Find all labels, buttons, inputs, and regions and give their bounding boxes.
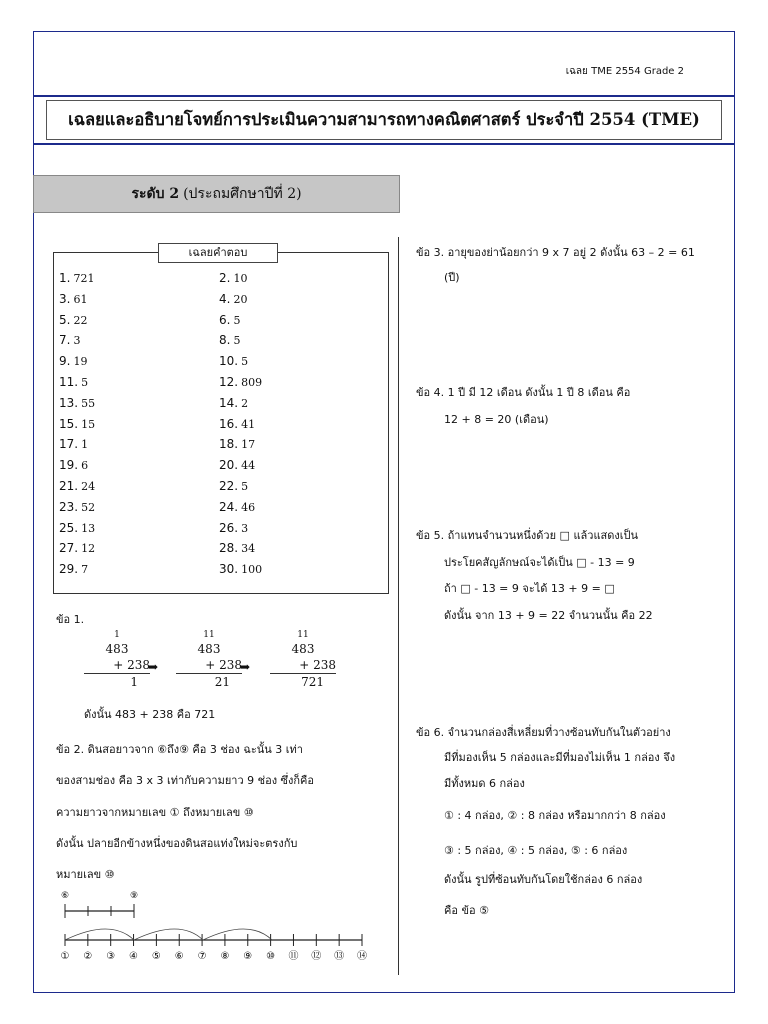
small-ruler-end-label: ⑨ <box>129 891 139 901</box>
jump-arc-1 <box>65 929 134 940</box>
answer-value: 809 <box>241 376 263 389</box>
ruler-label: ③ <box>106 951 116 962</box>
answer-item <box>219 271 247 285</box>
q6-line-7: คือ ข้อ ⑤ <box>444 904 489 917</box>
answer-value: 5 <box>233 334 241 348</box>
answer-item <box>59 313 87 327</box>
q1-conclusion: ดังนั้น 483 + 238 คือ 721 <box>84 708 216 721</box>
answer-item <box>219 333 240 347</box>
q6-line-4: ① : 4 กล่อง, ② : 8 กล่อง หรือมากกว่า 8 กล่อง <box>444 809 666 822</box>
answer-item <box>59 458 88 472</box>
sum-result: 21 <box>214 675 230 689</box>
answer-item <box>59 437 88 451</box>
answer-value: 100 <box>241 563 263 577</box>
answer-number: 17. <box>59 437 79 452</box>
q2-line-5: หมายเลข ⑩ <box>56 868 115 881</box>
answer-number: 25. <box>59 520 79 535</box>
answer-item <box>219 313 240 327</box>
answer-item <box>219 396 248 410</box>
q5-line-3: ถ้า □ - 13 = 9 จะได้ 13 + 9 = □ <box>444 582 615 595</box>
step-arrow: ➡ <box>240 660 251 674</box>
answer-value: 3 <box>241 521 249 535</box>
sum-result: 721 <box>301 675 324 689</box>
answer-value: 61 <box>73 292 88 306</box>
carry-digits: 11 <box>203 630 215 640</box>
answer-number: 24. <box>219 499 239 514</box>
answer-value: 5 <box>241 355 249 369</box>
ruler-label: ⑤ <box>151 951 161 962</box>
jump-arc-2 <box>134 929 203 940</box>
answer-item <box>59 562 88 576</box>
ruler-label: ⑭ <box>357 951 367 962</box>
ruler-label: ④ <box>129 951 139 962</box>
answer-value: 24 <box>81 480 96 493</box>
answer-value: 55 <box>81 396 96 410</box>
answer-number: 30. <box>219 562 239 577</box>
answer-number: 23. <box>59 499 79 514</box>
q6-line-3: มีทั้งหมด 6 กล่อง <box>444 777 525 790</box>
addition-step <box>270 630 336 690</box>
q2-ruler-diagram <box>50 888 380 963</box>
answer-item <box>219 562 262 576</box>
answer-number: 11. <box>59 375 79 389</box>
q4-line-2: 12 + 8 = 20 (เดือน) <box>444 413 549 426</box>
ruler-label: ⑦ <box>197 951 207 962</box>
answer-value: 5 <box>241 480 249 493</box>
addition-step <box>176 630 242 690</box>
answer-value: 41 <box>241 417 256 431</box>
answer-value: 7 <box>81 563 89 577</box>
addend-top: 483 <box>291 642 315 656</box>
header-note: เฉลย TME 2554 Grade 2 <box>565 66 684 77</box>
answer-item <box>219 521 248 535</box>
q3-line-1: ข้อ 3. อายุของย่าน้อยกว่า 9 x 7 อยู่ 2 ดังนั้น 63 – 2 = 61 <box>416 246 695 259</box>
answer-item <box>59 521 95 535</box>
answer-item <box>219 292 247 306</box>
answer-value: 19 <box>73 355 88 369</box>
answer-number: 28. <box>219 541 239 556</box>
page-title: เฉลยและอธิบายโจทย์การประเมินความสามารถทางคณิตศาสตร์ ประจำปี 2554 (TME) <box>46 100 722 140</box>
answer-value: 5 <box>81 376 89 389</box>
addend-top: 483 <box>197 642 221 656</box>
column-divider <box>398 237 399 975</box>
answer-item <box>59 271 94 285</box>
answer-number: 3. <box>59 291 71 306</box>
answer-number: 13. <box>59 395 79 410</box>
answer-item <box>59 333 80 347</box>
answer-item <box>59 500 95 514</box>
answer-number: 18. <box>219 437 239 452</box>
ruler-label: ⑥ <box>174 951 184 962</box>
answer-number: 6. <box>219 312 231 327</box>
jump-arc-3 <box>203 929 272 940</box>
q2-line-2: ของสามช่อง คือ 3 x 3 เท่ากับความยาว 9 ช่อง ซึ่งก็คือ <box>56 774 315 787</box>
answer-value: 44 <box>241 459 256 473</box>
answer-number: 29. <box>59 562 79 577</box>
answer-number: 21. <box>59 479 79 493</box>
ruler-label: ⑧ <box>220 951 230 962</box>
answer-number: 5. <box>59 312 71 327</box>
answer-number: 2. <box>219 271 231 285</box>
answer-item <box>59 354 87 368</box>
level-label: ระดับ 2 <box>131 186 180 202</box>
answer-item <box>59 417 95 431</box>
answer-number: 14. <box>219 395 239 410</box>
carry-digits: 11 <box>297 630 309 640</box>
answer-value: 34 <box>241 542 256 556</box>
q4-line-1: ข้อ 4. 1 ปี มี 12 เดือน ดังนั้น 1 ปี 8 เดือน คือ <box>416 386 631 399</box>
level-banner <box>33 175 400 213</box>
answer-item <box>219 479 248 493</box>
q5-line-2: ประโยคสัญลักษณ์จะได้เป็น □ - 13 = 9 <box>444 556 635 569</box>
q2-line-1: ข้อ 2. ดินสอยาวจาก ⑥ถึง⑨ คือ 3 ช่อง ฉะนั้น 3 เท่า <box>56 743 303 756</box>
answer-key-title: เฉลยคำตอบ <box>158 243 278 263</box>
addend-top: 483 <box>105 642 129 656</box>
answer-value: 52 <box>81 500 96 514</box>
answer-value: 15 <box>81 417 96 431</box>
answer-value: 2 <box>241 396 249 410</box>
answer-value: 20 <box>233 292 248 306</box>
ruler-label: ⑨ <box>243 951 253 962</box>
q5-line-1: ข้อ 5. ถ้าแทนจำนวนหนึ่งด้วย □ แล้วแสดงเป็น <box>416 529 639 542</box>
sum-result: 1 <box>130 675 138 689</box>
answer-item <box>219 354 248 368</box>
answer-value: 12 <box>81 542 96 556</box>
answer-key-box <box>53 246 389 594</box>
addend-bottom: + 238 <box>299 658 336 672</box>
answer-number: 10. <box>219 354 239 369</box>
answer-number: 4. <box>219 291 231 306</box>
answer-item <box>59 396 95 410</box>
small-ruler-start-label: ⑥ <box>60 891 70 901</box>
answer-number: 26. <box>219 520 239 535</box>
ruler-label: ② <box>83 951 93 962</box>
answer-number: 22. <box>219 479 239 493</box>
answer-item <box>59 479 95 493</box>
q1-label: ข้อ 1. <box>56 613 85 626</box>
answer-value: 22 <box>73 313 88 327</box>
q2-line-3: ความยาวจากหมายเลข ① ถึงหมายเลข ⑩ <box>56 806 254 819</box>
q3-line-2: (ปี) <box>444 271 460 284</box>
carry-digits: 1 <box>114 630 120 640</box>
addend-bottom: + 238 <box>113 658 150 672</box>
answer-item <box>219 417 255 431</box>
addend-bottom: + 238 <box>205 658 242 672</box>
answer-item <box>59 541 95 555</box>
answer-number: 12. <box>219 375 239 389</box>
ruler-label: ⑬ <box>334 951 345 962</box>
q6-line-1: ข้อ 6. จำนวนกล่องสี่เหลี่ยมที่วางซ้อนทับกันในตัวอย่าง <box>416 726 671 739</box>
q5-line-4: ดังนั้น จาก 13 + 9 = 22 จำนวนนั้น คือ 22 <box>444 609 653 622</box>
answer-number: 7. <box>59 333 71 348</box>
answer-value: 10 <box>233 272 248 285</box>
answer-number: 9. <box>59 354 71 369</box>
ruler-label: ⑫ <box>311 951 322 962</box>
answer-number: 20. <box>219 458 239 473</box>
answer-number: 16. <box>219 416 239 431</box>
answer-value: 3 <box>73 334 81 348</box>
answer-item <box>219 437 255 451</box>
answer-item <box>59 292 87 306</box>
q6-line-5: ③ : 5 กล่อง, ④ : 5 กล่อง, ⑤ : 6 กล่อง <box>444 844 628 857</box>
answer-number: 8. <box>219 333 231 348</box>
ruler-label: ⑩ <box>266 951 276 962</box>
answer-item <box>219 458 255 472</box>
answer-value: 46 <box>241 500 256 514</box>
answer-value: 17 <box>241 438 256 452</box>
q6-line-2: มีที่มองเห็น 5 กล่องและมีที่มองไม่เห็น 1 กล่อง จึง <box>444 751 676 764</box>
ruler-label: ⑪ <box>288 951 299 962</box>
answer-value: 1 <box>81 438 89 452</box>
level-grade: (ประถมศึกษาปีที่ 2) <box>183 186 302 202</box>
title-banner <box>33 95 735 145</box>
answer-number: 15. <box>59 416 79 431</box>
answer-value: 6 <box>81 459 89 473</box>
ruler-label: ① <box>60 951 70 962</box>
answer-number: 1. <box>59 271 71 285</box>
answer-value: 5 <box>233 313 241 327</box>
step-arrow: ➡ <box>148 660 159 674</box>
answer-number: 19. <box>59 458 79 473</box>
answer-value: 721 <box>73 272 95 285</box>
q6-line-6: ดังนั้น รูปที่ซ้อนทับกันโดยใช้กล่อง 6 กล่อง <box>444 873 643 886</box>
answer-item <box>219 541 255 555</box>
addition-step <box>84 630 150 690</box>
q2-line-4: ดังนั้น ปลายอีกข้างหนึ่งของดินสอแท่งใหม่จะตรงกับ <box>56 837 298 850</box>
answer-value: 13 <box>81 521 96 535</box>
answer-item <box>59 375 88 389</box>
answer-number: 27. <box>59 541 79 556</box>
answer-item <box>219 375 262 389</box>
answer-item <box>219 500 255 514</box>
